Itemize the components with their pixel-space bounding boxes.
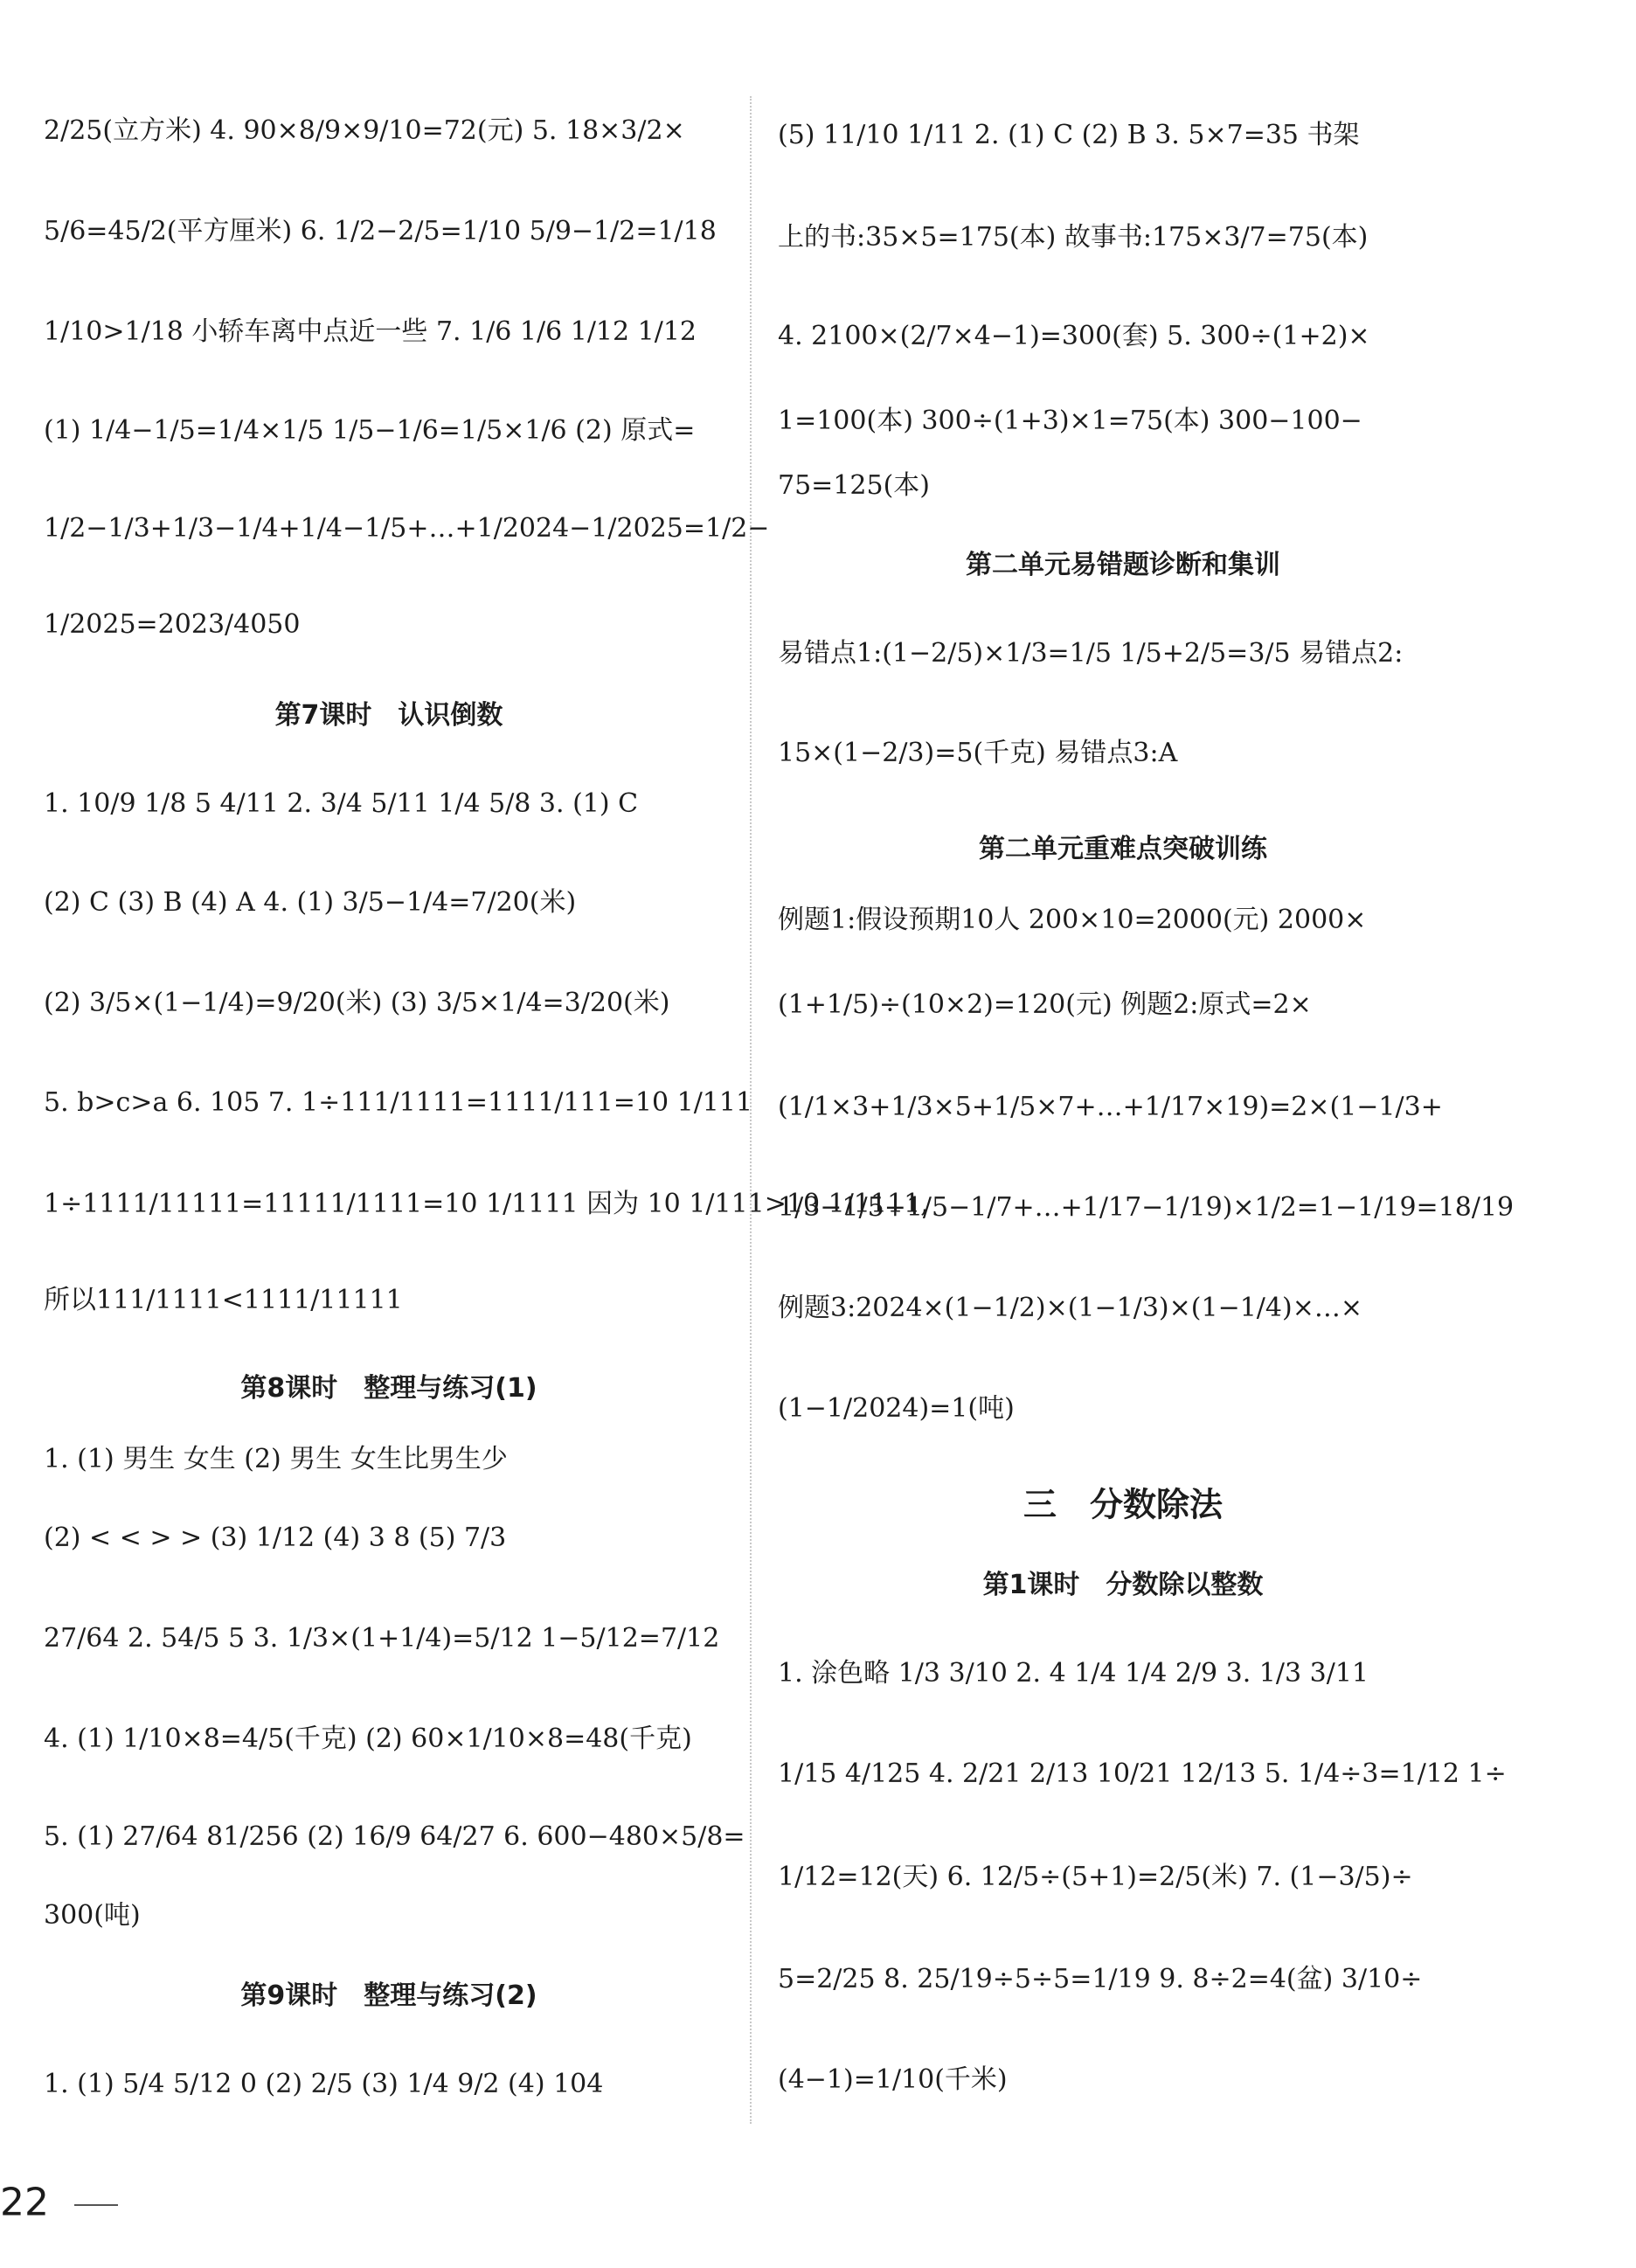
answer-line: 1/10>1/18 小轿车离中点近一些 7. 1/6 1/6 1/12 1/12 <box>44 316 697 347</box>
answer-line: 2/25(立方米) 4. 90×8/9×9/10=72(元) 5. 18×3/2× <box>44 115 685 146</box>
answer-line: 1÷1111/11111=11111/1111=10 1/1111 因为 10 1/111>10 1/1111, <box>44 1189 929 1219</box>
answer-line: 1. (1) 5/4 5/12 0 (2) 2/5 (3) 1/4 9/2 (4) 104 <box>44 2069 604 2099</box>
answer-line: (1/1×3+1/3×5+1/5×7+…+1/17×19)=2×(1−1/3+ <box>778 1092 1443 1122</box>
answer-line: (1+1/5)÷(10×2)=120(元) 例题2:原式=2× <box>778 989 1312 1020</box>
lesson-9-title: 第9课时 整理与练习(2) <box>240 1980 537 2011</box>
lesson-8-title: 第8课时 整理与练习(1) <box>240 1373 537 1404</box>
answer-line: 上的书:35×5=175(本) 故事书:175×3/7=75(本) <box>778 222 1369 253</box>
answer-line: 5. b>c>a 6. 105 7. 1÷111/1111=1111/111=10 1/111 <box>44 1087 753 1118</box>
answer-line: 27/64 2. 54/5 5 3. 1/3×(1+1/4)=5/12 1−5/12=7/12 <box>44 1623 720 1654</box>
answer-line: 15×(1−2/3)=5(千克) 易错点3:A <box>778 738 1178 768</box>
unit2-errors-title: 第二单元易错题诊断和集训 <box>966 550 1280 580</box>
page-number: 22 <box>0 2180 49 2225</box>
answer-line: 1/12=12(天) 6. 12/5÷(5+1)=2/5(米) 7. (1−3/5)÷ <box>778 1862 1413 1892</box>
answer-line: (2) 3/5×(1−1/4)=9/20(米) (3) 3/5×1/4=3/20(米) <box>44 988 670 1018</box>
ch3-lesson1-title: 第1课时 分数除以整数 <box>982 1570 1264 1600</box>
answer-line: 4. 2100×(2/7×4−1)=300(套) 5. 300÷(1+2)× <box>778 321 1370 351</box>
lesson-7-title: 第7课时 认识倒数 <box>274 700 503 731</box>
answer-line: 1. 涂色略 1/3 3/10 2. 4 1/4 1/4 2/9 3. 1/3 3/11 <box>778 1658 1369 1689</box>
answer-line: 1. 10/9 1/8 5 4/11 2. 3/4 5/11 1/4 5/8 3. (1) C <box>44 788 639 819</box>
answer-line: 易错点1:(1−2/5)×1/3=1/5 1/5+2/5=3/5 易错点2: <box>778 638 1404 669</box>
answer-line: (1) 1/4−1/5=1/4×1/5 1/5−1/6=1/5×1/6 (2) 原式= <box>44 415 696 446</box>
answer-line: 5/6=45/2(平方厘米) 6. 1/2−2/5=1/10 5/9−1/2=1/18 <box>44 216 717 246</box>
answer-line: 例题3:2024×(1−1/2)×(1−1/3)×(1−1/4)×…× <box>778 1293 1362 1323</box>
answer-line: 例题1:假设预期10人 200×10=2000(元) 2000× <box>778 905 1367 935</box>
chapter-3-title: 三 分数除法 <box>1022 1485 1223 1524</box>
answer-line: 5. (1) 27/64 81/256 (2) 16/9 64/27 6. 600−480×5/8= <box>44 1821 745 1852</box>
answer-line: 5=2/25 8. 25/19÷5÷5=1/19 9. 8÷2=4(盆) 3/10÷ <box>778 1964 1423 1994</box>
answer-line: 75=125(本) <box>778 470 930 501</box>
answer-line: (2) C (3) B (4) A 4. (1) 3/5−1/4=7/20(米) <box>44 887 577 918</box>
answer-line: 所以111/1111<1111/11111 <box>44 1285 403 1315</box>
answer-line: 1/2025=2023/4050 <box>44 609 301 640</box>
answer-line: 1=100(本) 300÷(1+3)×1=75(本) 300−100− <box>778 406 1362 436</box>
answer-line: 300(吨) <box>44 1900 141 1931</box>
answer-line: 1/15 4/125 4. 2/21 2/13 10/21 12/13 5. 1/4÷3=1/12 1÷ <box>778 1758 1507 1789</box>
answer-line: 4. (1) 1/10×8=4/5(千克) (2) 60×1/10×8=48(千克) <box>44 1724 692 1754</box>
answer-line: (1−1/2024)=1(吨) <box>778 1393 1015 1424</box>
answer-line: (2) < < > > (3) 1/12 (4) 3 8 (5) 7/3 <box>44 1522 507 1553</box>
unit2-key-title: 第二单元重难点突破训练 <box>979 834 1267 864</box>
answer-line: (4−1)=1/10(千米) <box>778 2064 1008 2095</box>
answer-line: 1/3−1/5+1/5−1/7+…+1/17−1/19)×1/2=1−1/19=18/19 <box>778 1192 1515 1223</box>
answer-line: (5) 11/10 1/11 2. (1) C (2) B 3. 5×7=35 书架 <box>778 120 1360 150</box>
answer-line: 1/2−1/3+1/3−1/4+1/4−1/5+…+1/2024−1/2025=1/2− <box>44 513 770 544</box>
page-number-rule <box>74 2204 118 2206</box>
answer-line: 1. (1) 男生 女生 (2) 男生 女生比男生少 <box>44 1444 508 1474</box>
